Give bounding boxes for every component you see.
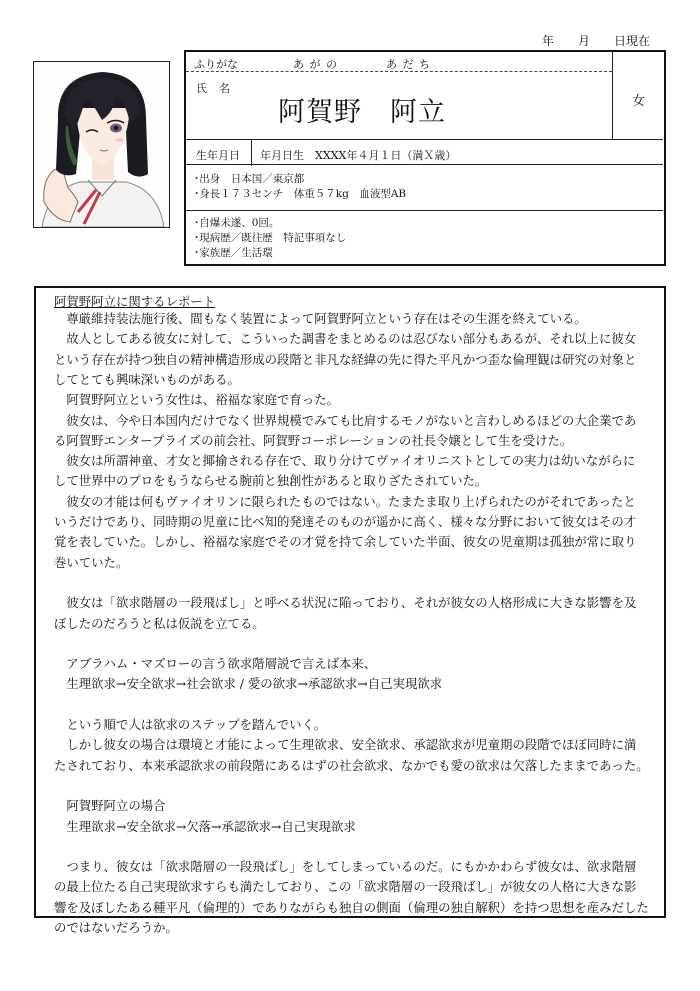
report-line: して世界中のプロをもうならせる腕前と独創性があると取りざたされていた。 — [54, 473, 488, 489]
portrait-photo — [33, 61, 170, 228]
name-label: 氏名 — [196, 82, 242, 95]
history-line: ･家族歴／生活環 — [194, 247, 273, 259]
report-line: 彼女は所謂神童、才女と揶揄される存在で、取り分けてヴァイオリニストとしての実力は幼いながらに — [54, 453, 636, 469]
report-line: 阿賀野阿立の場合 — [54, 798, 166, 814]
report-line: 彼女は「欲求階層の一段飛ばし」と呼べる状況に陥っており、それが彼女の人格形成に大きな影響を及 — [54, 595, 637, 611]
info-row — [186, 165, 663, 211]
info-line: ･出身 日本国／東京都 — [194, 173, 305, 185]
furigana-label: ふりがな — [194, 58, 238, 71]
report-line: る阿賀野エンタープライズの前会社、阿賀野コーポレーションの社長令嬢として生を受けた。 — [54, 432, 573, 448]
report-line: アブラハム・マズローの言う欲求階層説で言えば本来、 — [54, 656, 377, 672]
report-line: 響を及ぼしたある種平凡（倫理的）でありながらも独自の側面（倫理の独自解釈）を持つ思想を産みだした — [54, 899, 649, 915]
report-line: 故人としてある彼女に対して、こういった調書をまとめるのは忍びない部分もあるが、それ以上に彼女 — [54, 331, 637, 347]
portrait-illustration-icon — [34, 62, 169, 227]
report-line: という順で人は欲求のステップを踏んでいく。 — [54, 717, 327, 732]
report-line: のではないだろうか。 — [54, 920, 178, 935]
name-value: 阿賀野 阿立 — [278, 97, 446, 128]
report-line: 巻いていた。 — [54, 554, 129, 570]
profile-table — [184, 50, 666, 266]
report-line: つまり、彼女は「欲求階層の一段飛ばし」をしてしまっているのだ。にもかかわらず彼女は、欲求階層 — [54, 859, 637, 875]
info-line: ･身長１７３センチ 体重５７kg 血液型AB — [194, 188, 407, 200]
report-line: 彼女は、今や日本国内だけでなく世界規模でみても比肩するモノがないと言わしめるほどの大企業であ — [54, 412, 637, 428]
report-line: しかし彼女の場合は環境と才能によって生理欲求、安全欲求、承認欲求が児童期の段階でほぼ同時に満 — [54, 737, 637, 753]
report-line: という存在が持つ独自の精神構造形成の段階と非凡な経緯の先に得た平凡かつ歪な倫理観は研究の対象と — [54, 351, 637, 367]
report-line: 彼女の才能は何もヴァイオリンに限られたものではない。たまたま取り上げられたのがそれであったと — [54, 493, 636, 509]
report-line: たされており、本来承認欲求の前段階にあるはずの社会欲求、なかでも愛の欲求は欠落したままであった。 — [54, 757, 649, 773]
gender-value: 女 — [632, 94, 646, 109]
report-line: いうだけであり、同時期の児童に比べ知的発達そのものが遥かに高く、様々な分野において彼女はその才 — [54, 514, 637, 529]
report-line: してとても興味深いものがある。 — [54, 371, 240, 387]
report-title: 阿賀野阿立に関するレポート — [54, 294, 216, 309]
report-box — [34, 286, 666, 935]
dob-value: 年月日生 XXXX年４月１日（満Ｘ歳） — [260, 149, 457, 162]
name-row — [186, 72, 612, 139]
history-line: ･自爆未遂、0回。 — [194, 217, 280, 229]
history-line: ･現病歴／既往歴 特記事項なし — [194, 232, 347, 244]
dob-row — [186, 139, 663, 165]
furigana-value: あ が の あ だ ち — [293, 58, 431, 71]
report-line: 阿賀野阿立という女性は、裕福な家庭で育った。 — [54, 392, 339, 408]
gender-cell — [612, 52, 665, 139]
dob-label: 生年月日 — [196, 149, 240, 162]
date-header: 年 月 日現在 — [541, 34, 650, 48]
report-line: 生理欲求→安全欲求→社会欲求 / 愛の欲求→承認欲求→自己実現欲求 — [54, 676, 443, 692]
report-line: 覚を表していた。しかし、裕福な家庭でその才覚を持て余していた半面、彼女の児童期は孤独が常に取り — [54, 534, 637, 550]
report-line: 生理欲求→安全欲求→欠落→承認欲求→自己実現欲求 — [54, 818, 356, 834]
history-row — [186, 211, 663, 265]
report-line: 尊厳維持装法施行後、間もなく装置によって阿賀野阿立という存在はその生涯を終えている。 — [54, 311, 587, 326]
report-line: ぼしたのだろうと私は仮説を立てる。 — [54, 615, 265, 631]
dob-divider — [251, 140, 252, 166]
report-line: の最上位たる自己実現欲求すらも満たしており、この「欲求階層の一段飛ばし」が彼女の人格に大きな影 — [54, 879, 637, 895]
furigana-row — [186, 52, 612, 72]
